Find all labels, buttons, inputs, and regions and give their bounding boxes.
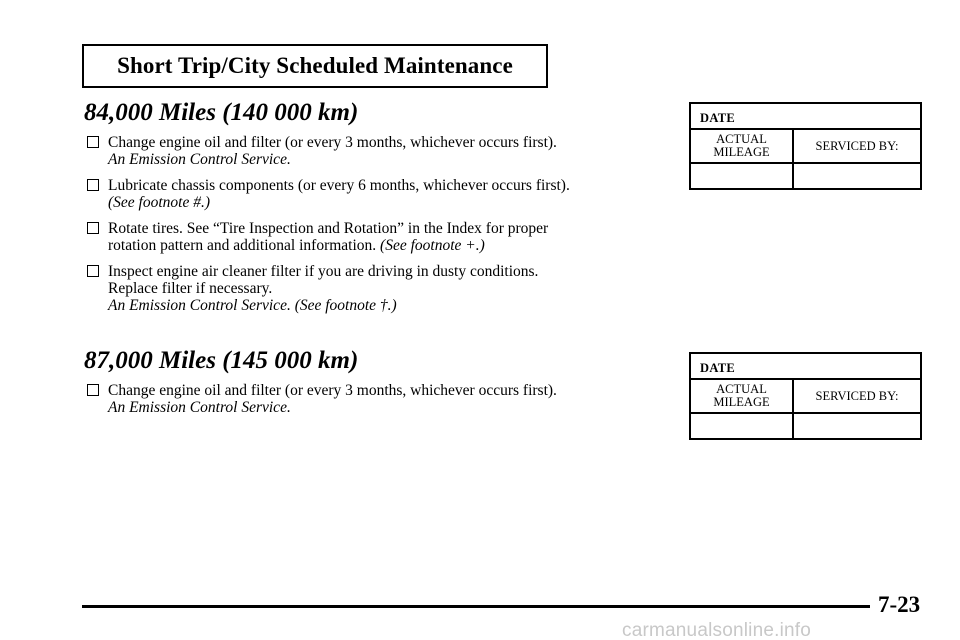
date-field[interactable]: DATE xyxy=(691,104,920,130)
task-item xyxy=(84,220,654,254)
service-record-box-84000 xyxy=(689,102,922,190)
serviced-by-entry[interactable] xyxy=(794,414,920,438)
task-note: (See footnote +.) xyxy=(380,237,485,254)
task-note: An Emission Control Service. xyxy=(108,399,291,416)
mileage-header: ACTUAL MILEAGE xyxy=(691,130,794,162)
mileage-entry[interactable] xyxy=(691,414,794,438)
checkbox-icon[interactable] xyxy=(87,384,99,396)
footer-rule xyxy=(82,605,870,608)
record-headers xyxy=(691,380,920,414)
serviced-by-header: SERVICED BY: xyxy=(815,388,899,403)
task-text-part: rotation pattern and additional information. xyxy=(108,237,377,254)
date-field[interactable]: DATE xyxy=(691,354,920,380)
task-text-cont xyxy=(108,237,654,254)
task-note: An Emission Control Service. (See footnote †.) xyxy=(108,297,397,314)
section-title-84000: 84,000 Miles (140 000 km) xyxy=(84,99,359,126)
mileage-header: ACTUAL MILEAGE xyxy=(691,380,794,412)
section-title-87000: 87,000 Miles (145 000 km) xyxy=(84,347,359,374)
record-headers xyxy=(691,130,920,164)
page-header-title: Short Trip/City Scheduled Maintenance xyxy=(117,53,513,78)
mileage-entry[interactable] xyxy=(691,164,794,188)
serviced-by-header: SERVICED BY: xyxy=(815,138,899,153)
task-item xyxy=(84,382,654,416)
task-text: Change engine oil and filter (or every 3 months, whichever occurs first). xyxy=(108,134,557,151)
task-item xyxy=(84,134,654,168)
checkbox-icon[interactable] xyxy=(87,179,99,191)
task-note: (See footnote #.) xyxy=(108,194,211,211)
record-entry-row xyxy=(691,164,920,188)
task-text: Lubricate chassis components (or every 6 months, whichever occurs first). xyxy=(108,177,570,194)
checkbox-icon[interactable] xyxy=(87,222,99,234)
task-note: An Emission Control Service. xyxy=(108,151,291,168)
watermark: carmanualsonline.info xyxy=(622,620,812,640)
checkbox-icon[interactable] xyxy=(87,265,99,277)
record-entry-row xyxy=(691,414,920,438)
task-item xyxy=(84,177,654,211)
task-text-cont: Replace filter if necessary. xyxy=(108,280,273,297)
checkbox-icon[interactable] xyxy=(87,136,99,148)
serviced-by-entry[interactable] xyxy=(794,164,920,188)
page-number: 7-23 xyxy=(878,592,921,617)
service-record-box-87000 xyxy=(689,352,922,440)
task-list-87000 xyxy=(84,382,654,425)
page-header xyxy=(82,44,548,88)
task-text: Change engine oil and filter (or every 3 months, whichever occurs first). xyxy=(108,382,557,399)
task-text: Rotate tires. See “Tire Inspection and Rotation” in the Index for proper xyxy=(108,220,549,237)
task-list-84000 xyxy=(84,134,654,323)
task-item xyxy=(84,263,654,314)
task-text: Inspect engine air cleaner filter if you are driving in dusty conditions. xyxy=(108,263,539,280)
